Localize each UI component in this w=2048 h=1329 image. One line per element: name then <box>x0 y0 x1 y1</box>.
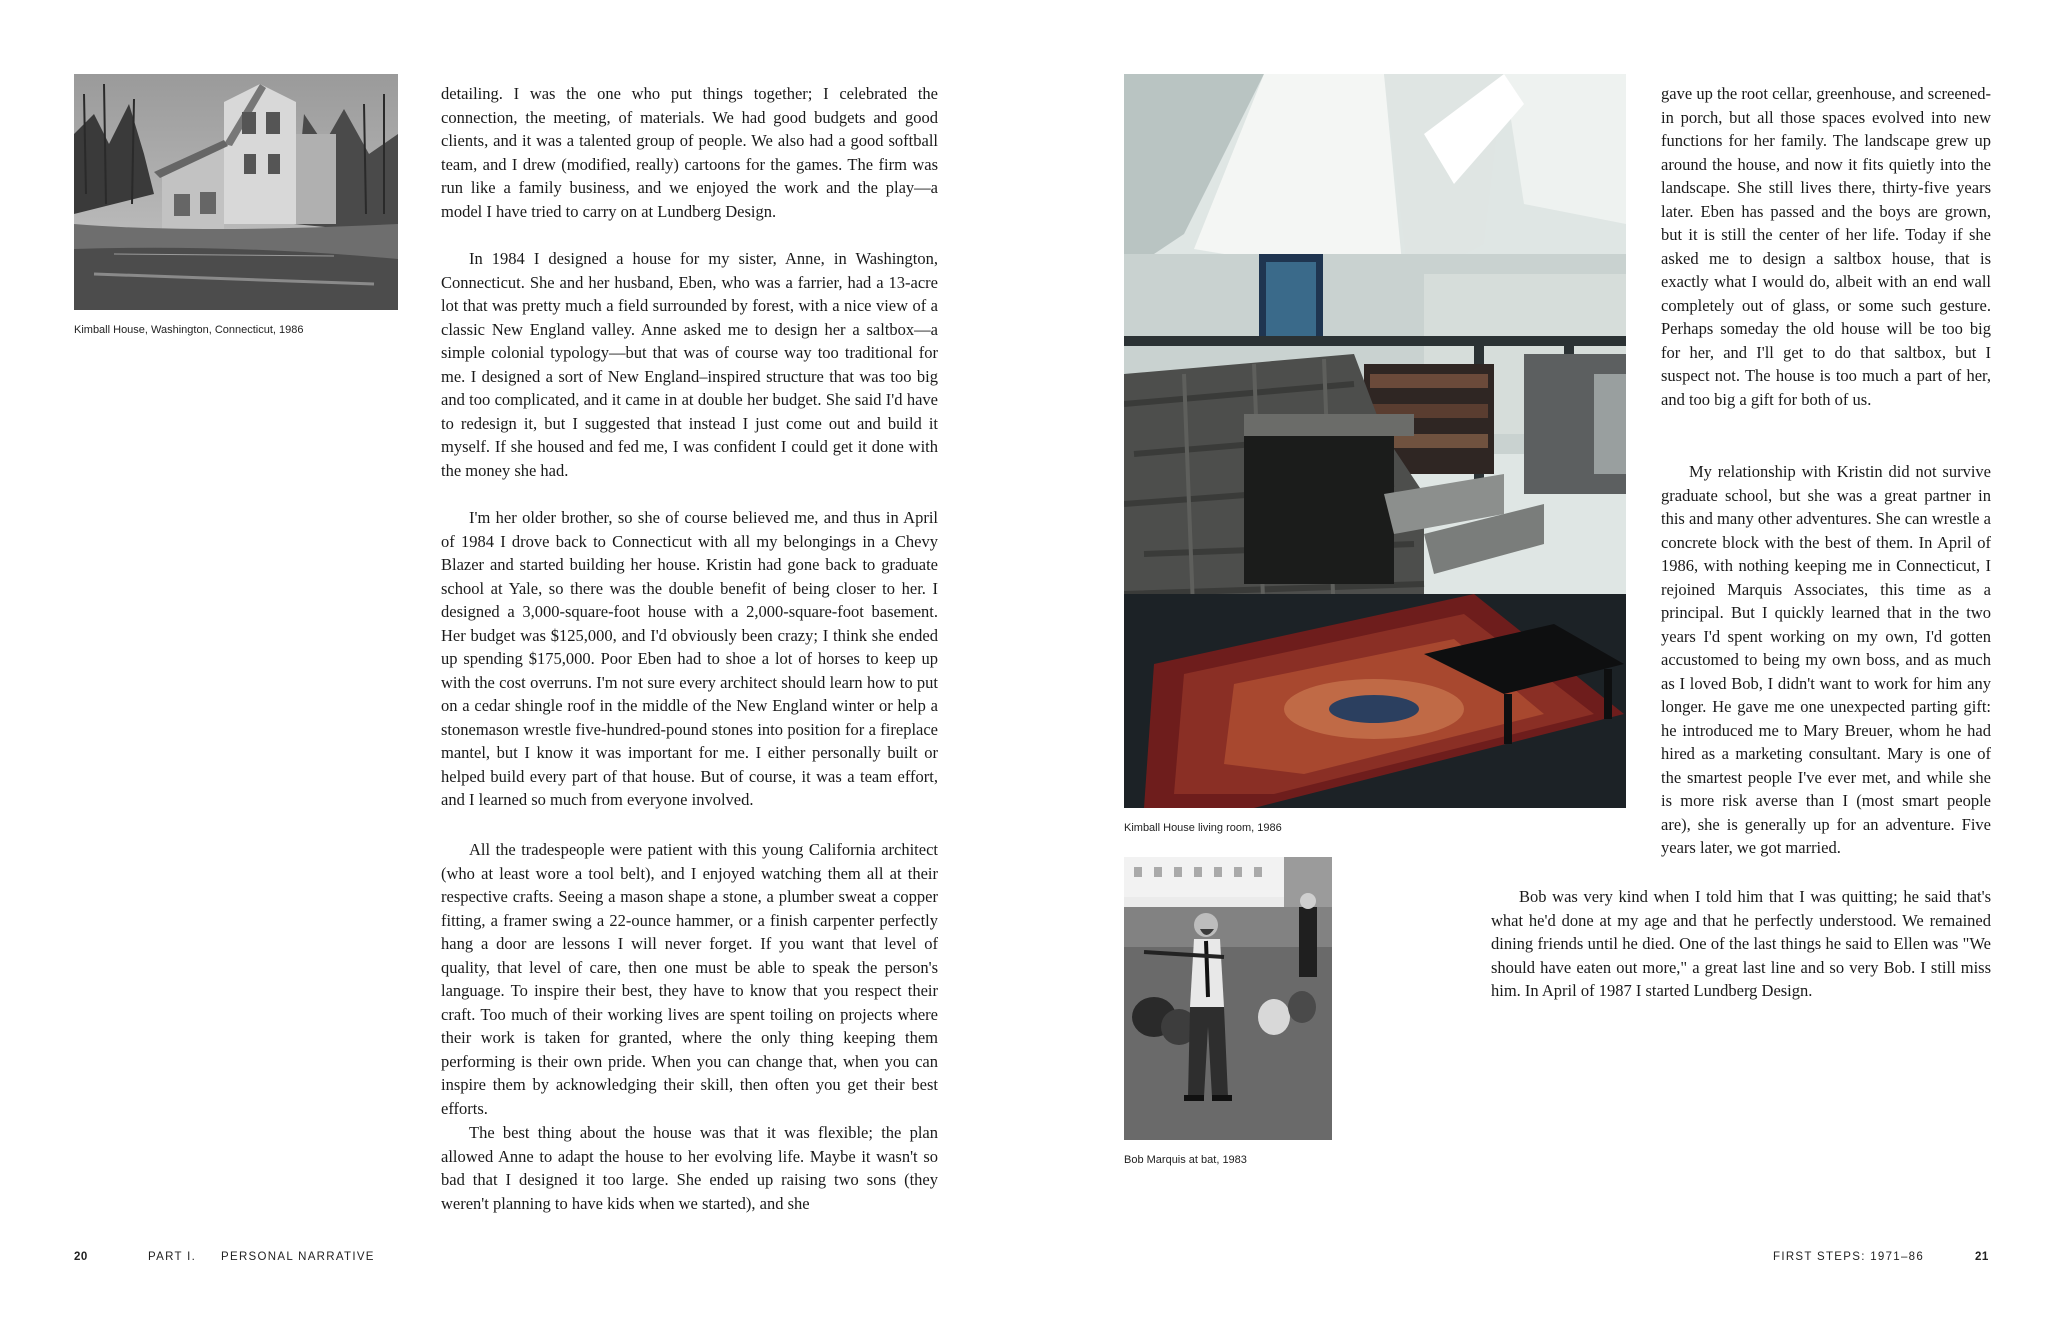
caption-kimball-house-exterior: Kimball House, Washington, Connecticut, 1986 <box>74 324 304 336</box>
right-paragraph-2-text: My relationship with Kristin did not survive graduate school, but she was a great partner in this and many other adventures. She can wrestle a concrete block with the best of them. In April of 1986, with nothing keeping me in Connecticut, I rejoined Marquis Associates, this time as a principal. But I quickly learned that in the two years I'd spent working on my own, I'd gotten accustomed to being my own boss, and as much as I loved Bob, I didn't want to work for him any longer. He gave me one unexpected parting gift: he introduced me to Mary Breuer, whom he had hired as a marketing consultant. Mary is one of the smartest people I've ever met, and while she is more risk averse than I (most smart people are), she is generally up for an adventure. Five years later, we got married. <box>1661 462 1991 857</box>
right-paragraph-3 <box>1491 885 1991 1003</box>
left-paragraph-3 <box>441 506 938 812</box>
left-paragraph-2-text: In 1984 I designed a house for my sister, Anne, in Washington, Connecticut. She and her husband, Eben, who was a farrier, had a 13-acre lot that was pretty much a field surrounded by forest, with a nice view of a classic New England valley. Anne asked me to design her a saltbox—a simple colonial typology—but that was of course way too traditional for me. I designed a sort of New England–inspired structure that was too big and too complicated, and it came in at double her budget. She said I'd have to redesign it, but I suggested that instead I just come out and build it myself. If she housed and fed me, I was confident I could get it done with the money she had. <box>441 249 938 480</box>
left-paragraph-4-text: All the tradespeople were patient with this young California architect (who at least wore a tool belt), and I enjoyed watching them all at their respective crafts. Seeing a mason shape a stone, a plumber sweat a copper fitting, a framer swing a 22-ounce hammer, or a finish carpenter perfectly hang a door are lessons I will never forget. If you want that level of quality, that level of care, then one must be able to speak the person's language. To inspire their best, they have to know that you respect their craft. Too much of their working lives are spent toiling on projects where their work is taken for granted, where the only thing keeping them performing is their own pride. When you can change that, when you can inspire them by acknowledging their skill, then often you get their best efforts. <box>441 840 938 1118</box>
left-paragraph-5-text: The best thing about the house was that it was flexible; the plan allowed Anne to adapt the house to her evolving life. Maybe it wasn't so bad that I designed it too large. She ended up raising two sons (they weren't planning to have kids when we started), and she <box>441 1123 938 1213</box>
right-paragraph-1: gave up the root cellar, greenhouse, and screened-in porch, but all those spaces evolved into new functions for her family. The landscape grew up around the house, and now it fits quietly into the landscape. She still lives there, thirty-five years later. Eben has passed and the boys are grown, but it is still the center of her life. Today if she asked me to design a saltbox house, that is exactly what I would do, albeit with an end wall completely out of glass, or some such gesture. Perhaps someday the old house will be too big for her, and I'll get to do that saltbox, but I suspect not. The house is too much a part of her, and too big a gift for both of us. <box>1661 84 1991 409</box>
page-number-left: 20 <box>74 1251 88 1263</box>
page-number-right: 21 <box>1975 1251 1989 1263</box>
left-paragraph-5 <box>441 1121 938 1215</box>
caption-living-room: Kimball House living room, 1986 <box>1124 822 1282 834</box>
footer-section-right: FIRST STEPS: 1971–86 <box>1773 1251 1925 1263</box>
right-paragraph-3-text: Bob was very kind when I told him that I was quitting; he said that's what he'd done at my age and that he perfectly understood. We remained dining friends until he died. One of the last things he said to Ellen was "We should have eaten out more," a great last line and so very Bob. I still miss him. In April of 1987 I started Lundberg Design. <box>1491 887 1991 1000</box>
left-paragraph-4 <box>441 838 938 1120</box>
footer-part-label: PART I. <box>148 1251 197 1263</box>
right-paragraph-2 <box>1661 460 1991 860</box>
left-paragraph-1: detailing. I was the one who put things together; I celebrated the connection, the meeting, of materials. We had good budgets and good clients, and it was a talented group of people. We also had a good softball team, and I drew (modified, really) cartoons for the games. The firm was run like a family business, and we enjoyed the work and the play—a model I have tried to carry on at Lundberg Design. <box>441 84 938 221</box>
footer-section-left: PERSONAL NARRATIVE <box>221 1251 375 1263</box>
bob-marquis-at-bat-photo <box>1124 857 1332 1140</box>
left-paragraph-3-text: I'm her older brother, so she of course believed me, and thus in April of 1984 I drove back to Connecticut with all my belongings in a Chevy Blazer and started building her house. Kristin had gone back to graduate school at Yale, so there was the double benefit of being closer to her. I designed a 3,000-square-foot house with a 2,000-square-foot basement. Her budget was $125,000, and I'd obviously been crazy; I think she ended up spending $175,000. Poor Eben had to shoe a lot of horses to keep up with the cost overruns. I'm not sure every architect should learn how to put on a cedar shingle roof in the middle of the New England winter or help a stonemason wrestle five-hundred-pound stones into position for a fireplace mantel, but I know it was important for me. I either personally built or helped build every part of that house. But of course, it was a team effort, and I learned so much from everyone involved. <box>441 508 938 809</box>
kimball-house-living-room-photo <box>1124 74 1626 808</box>
left-paragraph-2 <box>441 247 938 482</box>
caption-bob-marquis: Bob Marquis at bat, 1983 <box>1124 1154 1247 1166</box>
kimball-house-exterior-photo <box>74 74 398 310</box>
